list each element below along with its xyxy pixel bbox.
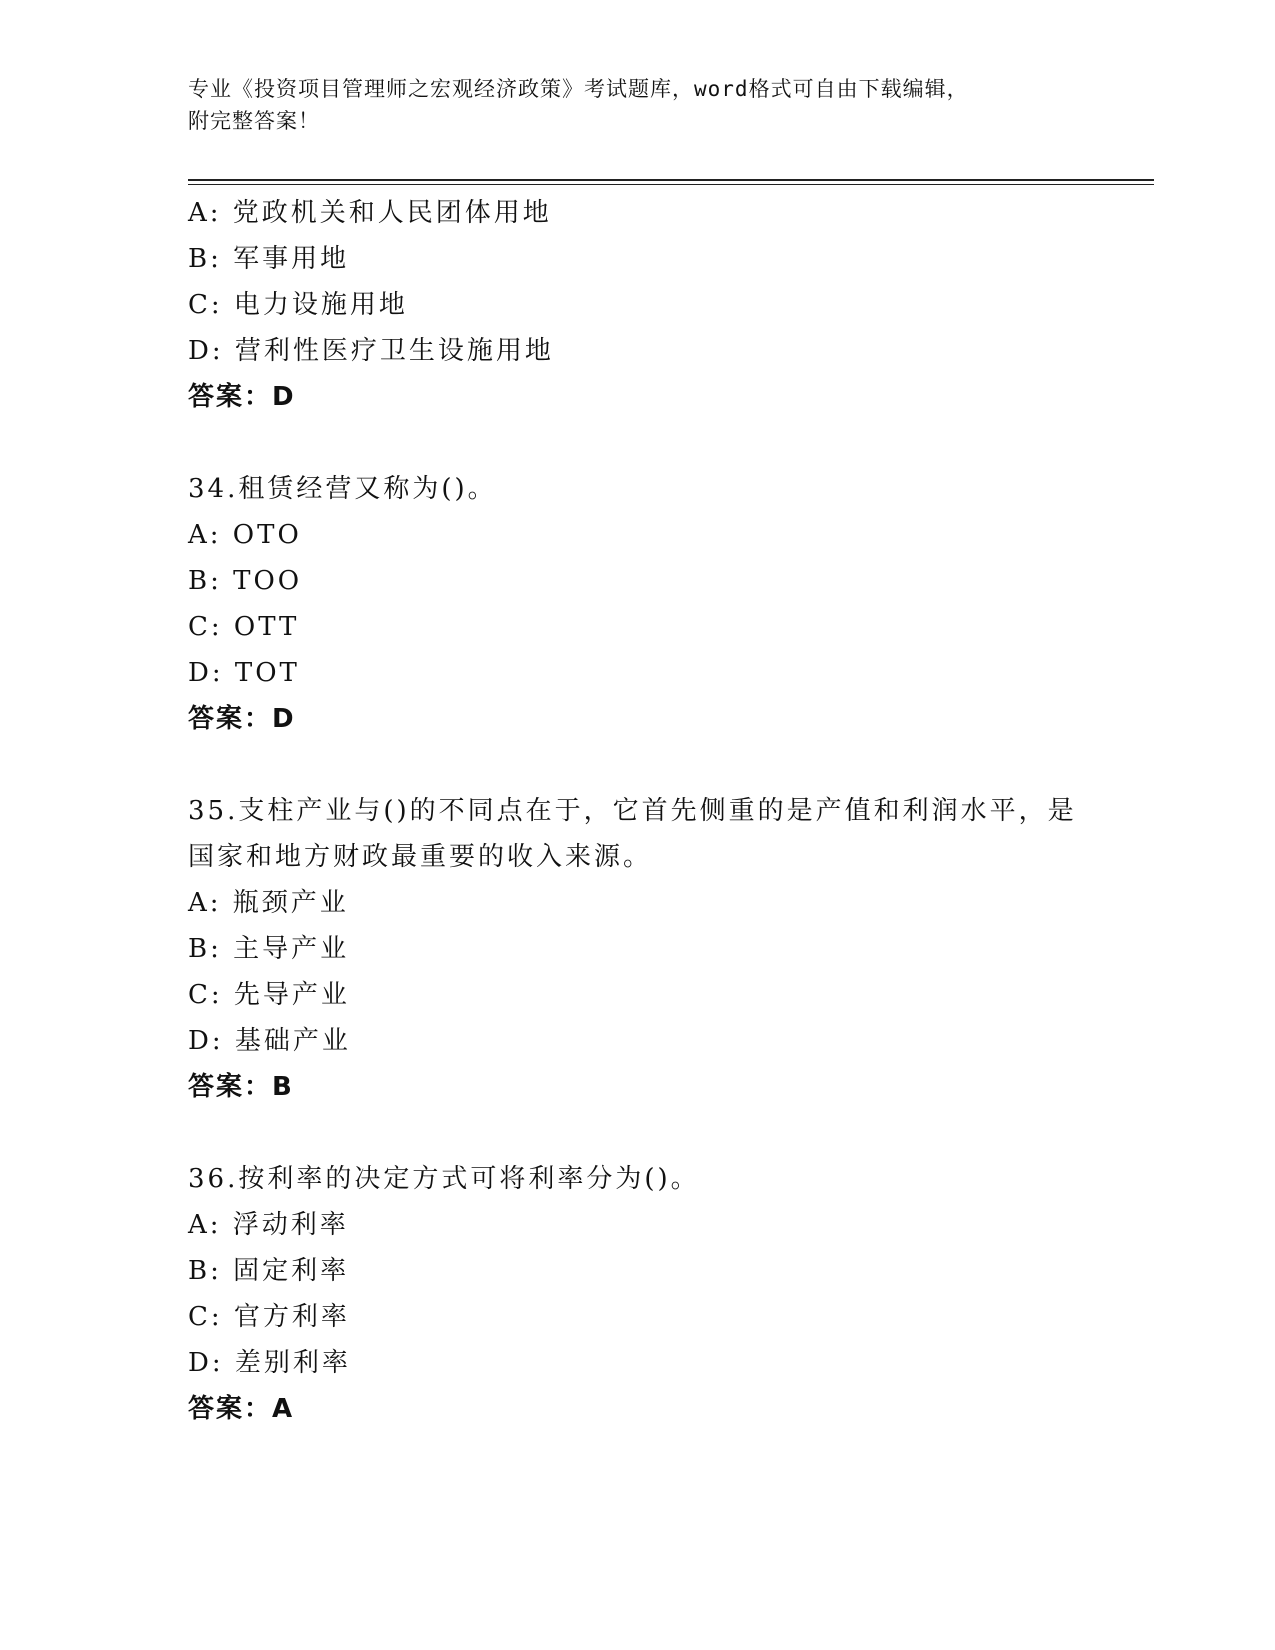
- option-a: A: 党政机关和人民团体用地: [188, 198, 552, 228]
- option-b: B: 固定利率: [188, 1256, 350, 1286]
- answer-line: 答案：A: [188, 1394, 295, 1424]
- answer-line: 答案：D: [188, 704, 296, 734]
- spacer: [188, 420, 1088, 466]
- question-34: [188, 466, 1088, 742]
- option-c: C: 电力设施用地: [188, 290, 408, 320]
- option-b: B: 主导产业: [188, 934, 350, 964]
- question-36: [188, 1156, 1088, 1432]
- option-d: D: TOT: [188, 658, 300, 688]
- question-stem: 34.租赁经营又称为()。: [188, 474, 497, 504]
- question-33: [188, 190, 1088, 420]
- option-d: D: 差别利率: [188, 1348, 351, 1378]
- option-a: A: 瓶颈产业: [188, 888, 349, 918]
- question-stem-line-1: 35.支柱产业与()的不同点在于，它首先侧重的是产值和利润水平，是: [188, 796, 1077, 826]
- header-divider-thick: [188, 179, 1154, 181]
- option-a: A: 浮动利率: [188, 1210, 349, 1240]
- option-b: B: 军事用地: [188, 244, 350, 274]
- question-stem-line-2: 国家和地方财政最重要的收入来源。: [188, 842, 653, 872]
- header-divider-thin: [188, 184, 1154, 185]
- document-header: [188, 73, 1068, 137]
- option-b: B: TOO: [188, 566, 303, 596]
- question-stem: 36.按利率的决定方式可将利率分为()。: [188, 1164, 700, 1194]
- header-line-1: 专业《投资项目管理师之宏观经济政策》考试题库，word格式可自由下载编辑，: [188, 77, 969, 101]
- option-c: C: OTT: [188, 612, 300, 642]
- spacer: [188, 742, 1088, 788]
- option-d: D: 基础产业: [188, 1026, 351, 1056]
- option-c: C: 官方利率: [188, 1302, 350, 1332]
- option-a: A: OTO: [188, 520, 302, 550]
- answer-line: 答案：B: [188, 1072, 294, 1102]
- question-35: [188, 788, 1088, 1110]
- option-d: D: 营利性医疗卫生设施用地: [188, 336, 554, 366]
- answer-line: 答案：D: [188, 382, 296, 412]
- spacer: [188, 1110, 1088, 1156]
- option-c: C: 先导产业: [188, 980, 350, 1010]
- header-line-2: 附完整答案！: [188, 109, 320, 133]
- question-list: [188, 190, 1088, 1432]
